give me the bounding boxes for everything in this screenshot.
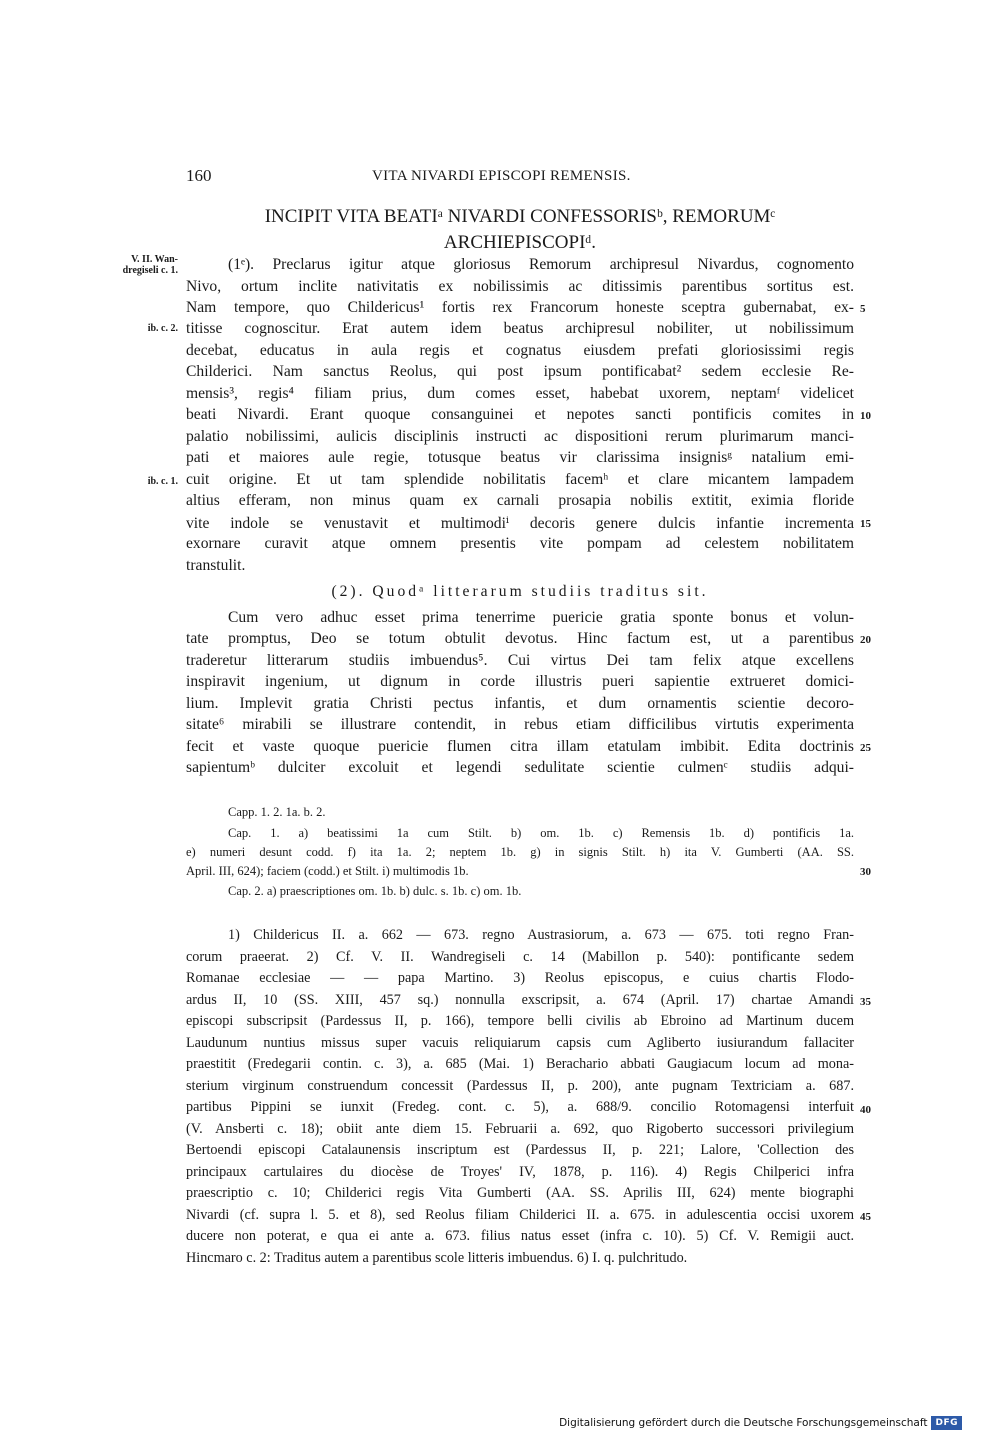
footer-text: Digitalisierung gefördert durch die Deutsche Forschungsgemeinschaft (559, 1417, 928, 1429)
footnote-line: praescriptio c. 10; Childerici regis Vita Gumberti (AA. SS. Aprilis III, 624) mente biographi (186, 1185, 854, 1201)
footnote-line: sterium virginum construendum concessit (Pardessus II, p. 200), ante pugnam Textriciam a. 687. (186, 1078, 854, 1094)
line-number: 15 (860, 518, 871, 530)
line-number: 10 (860, 410, 871, 422)
line-number: 30 (860, 866, 871, 878)
work-title-line-2: ARCHIEPISCOPIᵈ. (443, 232, 597, 253)
apparatus-cap1-line2: e) numeri desunt codd. f) ita 1a. 2; neptem 1b. g) in signis Stilt. h) ita V. Gumberti (AA. SS. (186, 845, 854, 859)
apparatus-cap2: Cap. 2. a) praescriptiones om. 1b. b) dulc. s. 1b. c) om. 1b. (228, 884, 522, 898)
footnote-line: Hincmaro c. 2: Traditus autem a parentibus scole litteris imbuendus. 6) I. q. pulchritudo. (186, 1250, 688, 1266)
line-number: 40 (860, 1104, 871, 1116)
footnote-line: ducere non poterat, e qua ei ante a. 673. filius natus esset (infra c. 10). 5) Cf. V. Remigii auct. (186, 1228, 854, 1244)
body-line: exornare curavit atque omnem presentis vite pompam ad celestem nobilitatem (186, 535, 854, 552)
body-line: inspiravit ingenium, ut dignum in corde illustris pueri sapientie extrueret domici- (186, 673, 854, 690)
body-line: palatio nobilissimi, aulicis disciplinis instructi ac dispositioni rerum plurimarum manci- (186, 428, 854, 445)
apparatus-capp: Capp. 1. 2. 1a. b. 2. (228, 805, 326, 819)
body-line: cuit origine. Et ut tam splendide nobilitatis facemʰ et clare micantem lampadem (186, 471, 854, 488)
running-title: VITA NIVARDI EPISCOPI REMENSIS. (372, 168, 631, 184)
margin-note-line: V. II. Wan- (131, 254, 178, 265)
chapter-heading: (2). Quodᵃ litterarum studiis traditus sit. (331, 583, 709, 600)
body-line: titisse cognoscitur. Erat autem idem beatus archipresul nobiliter, ut nobilissimum (186, 320, 854, 337)
digitization-footer (559, 1416, 962, 1430)
footnote-line: principaux cartulaires du diocèse de Troyes' IV, 1878, p. 116). 4) Regis Chilperici infra (186, 1164, 854, 1180)
page-number: 160 (186, 166, 212, 185)
body-line: pati et maiores aule regie, totusque beatus vir clarissima insignisᵍ natalium emi- (186, 449, 854, 466)
body-line: traderetur litterarum studiis imbuendus⁵. Cui virtus Dei tam felix atque excellens (186, 652, 854, 669)
body-line: tate promptus, Deo se totum obtulit devotus. Hinc factum est, ut a parentibus (186, 630, 854, 647)
footnote-line: Nivardi (cf. supra l. 5. et 8), sed Reolus filiam Childerici II. a. 675. in adulescentia occisi uxorem (186, 1207, 854, 1223)
body-line: sapientumᵇ dulciter excoluit et legendi sedulitate scientie culmenᶜ studiis adqui- (186, 759, 854, 776)
footnote-line: 1) Childericus II. a. 662 — 673. regno Austrasiorum, a. 673 — 675. toti regno Fran- (228, 927, 854, 943)
line-number: 5 (860, 303, 866, 315)
body-line: Cum vero adhuc esset prima tenerrime puericie gratia sponte bonus et volun- (228, 609, 854, 626)
line-number: 20 (860, 634, 871, 646)
apparatus-cap1-line1: Cap. 1. a) beatissimi 1a cum Stilt. b) om. 1b. c) Remensis 1b. d) pontificis 1a. (228, 826, 854, 840)
footnote-line: ardus II, 10 (SS. XIII, 457 sq.) nonnulla exscripsit, a. 674 (April. 17) chartae Amandi (186, 992, 854, 1008)
footnote-line: episcopi subscripsit (Pardessus II, p. 166), tempore belli civilis ab Ebroino ad Martinum ducem (186, 1013, 854, 1029)
body-line: mensis³, regis⁴ filiam prius, dum comes esset, habebat uxorem, neptamᶠ videlicet (186, 385, 854, 402)
dfg-logo: DFG (931, 1416, 962, 1430)
footnote-line: Laudunum nuntius missus super vacuis reliquiarum capsis cum Agliberto iusiurandum fallaciter (186, 1035, 854, 1051)
footnote-line: partibus Pippini se iunxit (Fredeg. cont. c. 5), a. 688/9. concilio Rotomagensi interfuit (186, 1099, 854, 1115)
body-line: beati Nivardi. Erant quoque consanguinei et nepotes sancti pontificis comites in (186, 406, 854, 423)
footnote-line: Romanae ecclesiae — — papa Martino. 3) Reolus episcopus, e cuius chartis Flodo- (186, 970, 854, 986)
margin-note-line: dregiseli c. 1. (122, 265, 178, 276)
body-line: lium. Implevit gratia Christi pectus infantis, et dum ornamentis scientie decoro- (186, 695, 854, 712)
footnote-line: Bertoendi episcopi Catalaunensis inscriptum est (Pardessus II, p. 221; Lalore, 'Collection des (186, 1142, 854, 1158)
line-number: 35 (860, 996, 871, 1008)
body-line: altius efferam, non minus quam ex carnali prosapia nobilis extitit, eximia floride (186, 492, 854, 509)
footnote-line: (V. Ansberti c. 18); obiit ante diem 15. Februarii a. 692, quo Rigoberto successori privilegium (186, 1121, 854, 1137)
body-line: (1ᵉ). Preclarus igitur atque gloriosus Remorum archipresul Nivardus, cognomento (228, 256, 854, 273)
footnote-line: corum praeerat. 2) Cf. V. II. Wandregiseli c. 14 (Mabillon p. 540): pontificante sedem (186, 949, 854, 965)
margin-note-wandregiseli (106, 254, 178, 276)
margin-note-ib-c1: ib. c. 1. (147, 476, 178, 487)
body-line: vite indole se venustavit et multimodiⁱ decoris genere dulcis infantie incrementa (186, 515, 854, 532)
body-line: fecit et vaste quoque puericie flumen citra illam etatulam imbibit. Edita doctrinis (186, 738, 854, 755)
body-line: Nam tempore, quo Childericus¹ fortis rex Francorum honeste sceptra gubernabat, ex- (186, 299, 854, 316)
work-title-line-1: INCIPIT VITA BEATIᵃ NIVARDI CONFESSORISᵇ, REMORUMᶜ (264, 206, 776, 227)
line-number: 25 (860, 742, 871, 754)
body-line: Nivo, ortum inclite nativitatis ex nobilissimis ac ditissimis parentibus sortitus est. (186, 278, 854, 295)
body-line: sitate⁶ mirabili se illustrare contendit, in rebus etiam difficilibus virtutis experimenta (186, 716, 854, 733)
footnote-line: praestitit (Fredegarii contin. c. 3), a. 685 (Mai. 1) Berachario abbati Gaugiacum locum ad mona- (186, 1056, 854, 1072)
margin-note-ib-c2: ib. c. 2. (147, 323, 178, 334)
body-line: transtulit. (186, 557, 246, 574)
line-number: 45 (860, 1211, 871, 1223)
apparatus-cap1-line3: April. III, 624); faciem (codd.) et Stilt. i) multimodis 1b. (186, 864, 469, 878)
body-line: Childerici. Nam sanctus Reolus, qui post ipsum pontificabat² sedem ecclesie Re- (186, 363, 854, 380)
body-line: decebat, educatus in aula regis et cognatus eiusdem prefati gloriosissimi regis (186, 342, 854, 359)
